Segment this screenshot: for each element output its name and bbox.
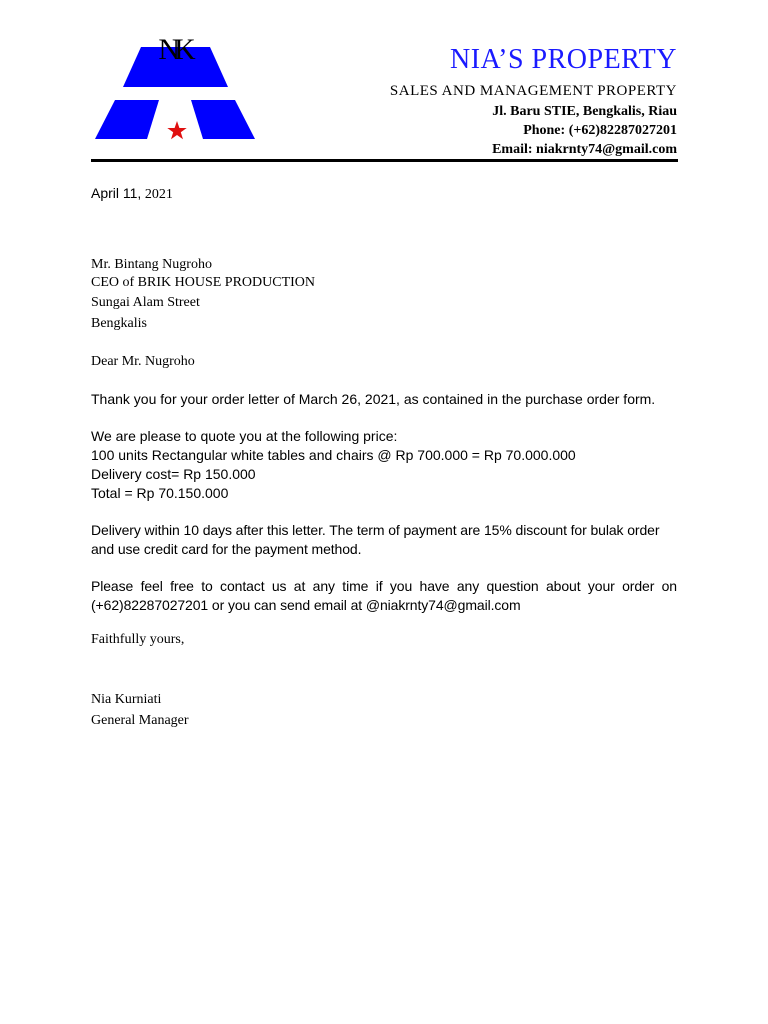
quote-heading: We are please to quote you at the following price: xyxy=(91,428,398,444)
company-logo xyxy=(93,33,257,141)
signer-name: Nia Kurniati xyxy=(91,692,162,707)
logo-right-foot xyxy=(191,100,255,139)
header-divider xyxy=(91,159,678,162)
company-phone: Phone: (+62)82287027201 xyxy=(523,123,677,138)
company-name: NIA’S PROPERTY xyxy=(449,44,677,75)
letter-date xyxy=(91,185,173,203)
signer-title: General Manager xyxy=(91,713,189,728)
intro-paragraph: Thank you for your order letter of March 26, 2021, as contained in the purchase order form. xyxy=(91,391,656,407)
recipient-name: Mr. Bintang Nugroho xyxy=(91,257,212,272)
quote-item: 100 units Rectangular white tables and chairs @ Rp 700.000 = Rp 70.000.000 xyxy=(91,447,576,463)
recipient-city: Bengkalis xyxy=(91,316,147,331)
logo-left-foot xyxy=(95,100,159,139)
date-year: 2021 xyxy=(144,187,173,202)
contact-paragraph: Please feel free to contact us at any time if you have any question about your order on (+62)82287027201 or you can send email at @niakrnty74@gmail.com xyxy=(91,578,677,613)
recipient-title: CEO of BRIK HOUSE PRODUCTION xyxy=(91,275,316,290)
company-address: Jl. Baru STIE, Bengkalis, Riau xyxy=(492,104,677,119)
terms-paragraph: Delivery within 10 days after this letter. The term of payment are 15% discount for bulak order and use credit card for the payment method. xyxy=(91,522,660,557)
logo-monogram: NK xyxy=(158,33,190,66)
closing: Faithfully yours, xyxy=(91,632,185,647)
salutation: Dear Mr. Nugroho xyxy=(91,354,195,369)
recipient-street: Sungai Alam Street xyxy=(91,295,200,310)
star-icon xyxy=(167,121,186,139)
date-month-day: April 11, xyxy=(91,185,142,201)
company-email: Email: niakrnty74@gmail.com xyxy=(492,142,677,157)
company-tagline: SALES AND MANAGEMENT PROPERTY xyxy=(389,83,677,99)
delivery-cost: Delivery cost= Rp 150.000 xyxy=(91,466,256,482)
total-price: Total = Rp 70.150.000 xyxy=(91,485,229,501)
